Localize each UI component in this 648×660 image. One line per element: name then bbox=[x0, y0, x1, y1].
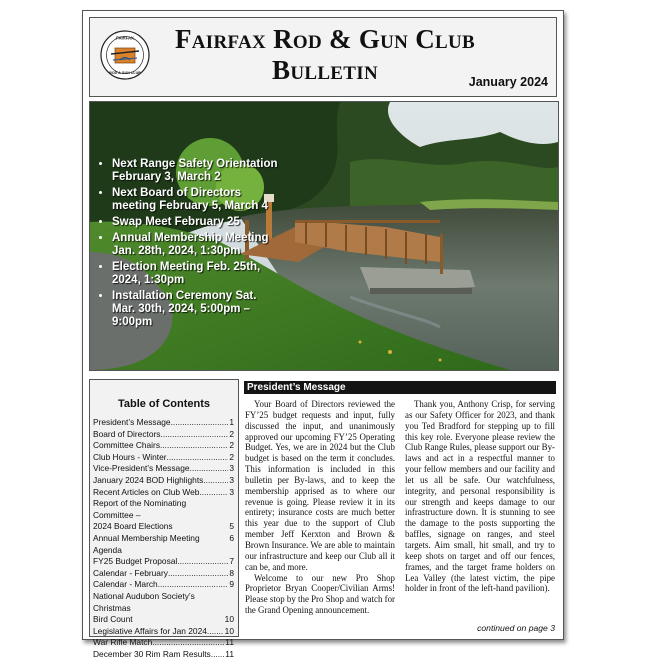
toc-item[interactable] bbox=[93, 591, 234, 626]
toc-item-page: 2 bbox=[229, 451, 234, 462]
toc-item[interactable] bbox=[93, 487, 234, 499]
club-logo bbox=[100, 30, 150, 80]
table-of-contents bbox=[89, 379, 239, 659]
toc-item[interactable] bbox=[93, 452, 234, 464]
toc-item-page: 5 bbox=[229, 521, 234, 532]
toc-item-page: 1 bbox=[229, 417, 234, 427]
toc-item[interactable] bbox=[93, 626, 234, 638]
toc-leader bbox=[190, 463, 229, 475]
toc-item-page: 11 bbox=[225, 637, 234, 648]
toc-item[interactable] bbox=[93, 417, 234, 429]
toc-item-page: 2 bbox=[229, 440, 234, 451]
toc-leader bbox=[171, 417, 229, 429]
toc-leader bbox=[160, 440, 228, 452]
toc-leader bbox=[168, 568, 228, 580]
toc-leader bbox=[177, 556, 228, 568]
article-paragraph: Welcome to our new Pro Shop Proprietor Bryan Cooper/Civilian Arms! Please stop by the Pro Shop and watch for the Grand Opening announcement. bbox=[245, 572, 395, 616]
toc-item-label: Calendar - February bbox=[93, 567, 168, 578]
toc-item[interactable] bbox=[93, 579, 234, 591]
toc-item[interactable] bbox=[93, 463, 234, 475]
toc-item-page: 3 bbox=[229, 486, 234, 497]
toc-item-label: Vice-President’s Message bbox=[93, 463, 190, 474]
toc-item[interactable] bbox=[93, 649, 234, 660]
presidents-message-column-left bbox=[245, 399, 395, 616]
toc-leader bbox=[161, 429, 229, 441]
toc-item-label: Board of Directors bbox=[93, 428, 161, 439]
toc-item[interactable] bbox=[93, 498, 234, 533]
toc-item-label: FY25 Budget Proposal bbox=[93, 556, 178, 567]
toc-item-label: Calendar - March bbox=[93, 579, 158, 590]
toc-leader bbox=[207, 626, 224, 638]
toc-item-label: President’s Message bbox=[93, 417, 171, 427]
toc-item-label: War Rifle Match bbox=[93, 637, 153, 648]
toc-leader bbox=[167, 452, 229, 464]
masthead bbox=[89, 17, 557, 97]
toc-leader bbox=[211, 649, 225, 660]
event-item: • Swap Meet February 25 bbox=[112, 216, 282, 229]
continued-link[interactable]: continued on page 3 bbox=[477, 623, 555, 633]
toc-item[interactable] bbox=[93, 475, 234, 487]
toc-item[interactable] bbox=[93, 440, 234, 452]
toc-item-page: 9 bbox=[229, 579, 234, 590]
toc-item[interactable] bbox=[93, 568, 234, 580]
toc-leader bbox=[203, 475, 228, 487]
toc-list bbox=[90, 417, 238, 660]
title-line-1: Fairfax Rod & Gun Club bbox=[174, 24, 476, 54]
article-paragraph: Thank you, Anthony Crisp, for serving as our Safety Officer for 2023, and thank you Ted Bradford for stepping up to fill this key role. Everyone please review the Club Range Rules, please support our By-laws and act in a respectful manner to your fellow members and our facility and let us all be safe. Our watchfulness, integrity, and personal responsibility is our strength and keeps damage to our infrastructure down. It is stunning to see the damage to the posts supporting the baffles, signage on ranges, and steel targets. Aim small, hit small, and try to keep shots on target and off our fences, frames, and the target frame holders on Lea Valley (the latest victim, the pipe holder in front of the left-hand pavilion). bbox=[405, 399, 555, 594]
bulletin-page bbox=[82, 10, 564, 659]
toc-item-page: 2 bbox=[229, 428, 234, 439]
upcoming-events-list bbox=[96, 158, 282, 332]
toc-item-page: 6 bbox=[229, 532, 234, 543]
toc-leader bbox=[199, 487, 228, 499]
toc-item-label: Report of the Nominating Committee – 2024 Board Elections bbox=[93, 498, 187, 532]
toc-item-page: 10 bbox=[224, 614, 234, 625]
toc-item[interactable] bbox=[93, 429, 234, 441]
toc-item-page: 7 bbox=[229, 556, 234, 567]
svg-text:ROD & GUN CLUB: ROD & GUN CLUB bbox=[109, 71, 141, 75]
toc-item-page: 3 bbox=[229, 463, 234, 474]
toc-leader bbox=[152, 637, 224, 649]
event-item: • Installation Ceremony Sat. Mar. 30th, 2024, 5:00pm – 9:00pm bbox=[112, 290, 282, 329]
event-item: • Annual Membership Meeting Jan. 28th, 2024, 1:30pm bbox=[112, 232, 282, 258]
issue-date: January 2024 bbox=[468, 75, 548, 89]
toc-item-label: Committee Chairs bbox=[93, 440, 161, 451]
toc-leader bbox=[158, 579, 229, 591]
toc-item-label: January 2024 BOD Highlights bbox=[93, 474, 204, 485]
toc-item-label: National Audubon Society’s Christmas Bird Count bbox=[93, 590, 195, 625]
toc-item-page: 3 bbox=[229, 474, 234, 485]
article-paragraph: Your Board of Directors reviewed the FY’25 budget requests and input, fully discussed the input, and unanimously approved our upcoming FY’25 Operating Budget. Yes, we are in 2024 but the Club budget is based on the term it concludes. This information is included in this bulletin per By-laws, and to keep the membership apprised as to where our revenue is going. Please review it in its entirety; insurance costs are much better this year due to the support of Club member Jeff Kerxton and Brown & Brown Insurance. We are able to maintain our infrastructure and keep our Club all it can be, and more. bbox=[245, 399, 395, 572]
toc-item-label: Annual Membership Meeting Agenda bbox=[93, 532, 202, 555]
hero-photo bbox=[89, 101, 559, 371]
toc-title: Table of Contents bbox=[117, 398, 211, 410]
event-item: • Next Board of Directors meeting February 5, March 4 bbox=[112, 187, 282, 213]
toc-item-label: December 30 Rim Ram Results bbox=[93, 648, 211, 659]
event-item: • Next Range Safety Orientation February 3, March 2 bbox=[112, 158, 282, 184]
toc-item[interactable] bbox=[93, 556, 234, 568]
toc-item[interactable] bbox=[93, 637, 234, 649]
toc-item-label: Legislative Affairs for Jan 2024 bbox=[93, 625, 207, 636]
toc-item-page: 11 bbox=[225, 648, 234, 659]
toc-item-label: Club Hours - Winter bbox=[93, 451, 167, 462]
toc-item-label: Recent Articles on Club Web bbox=[93, 486, 200, 497]
presidents-message-column-right bbox=[405, 399, 555, 594]
bulletin-title bbox=[160, 24, 490, 86]
event-item: • Election Meeting Feb. 25th, 2024, 1:30pm bbox=[112, 261, 282, 287]
title-line-2: Bulletin bbox=[272, 55, 378, 85]
toc-item-page: 8 bbox=[229, 567, 234, 578]
toc-item-page: 10 bbox=[224, 625, 234, 636]
presidents-message-heading: President’s Message bbox=[244, 381, 556, 394]
svg-text:FAIRFAX: FAIRFAX bbox=[116, 35, 134, 41]
toc-item[interactable] bbox=[93, 533, 234, 556]
